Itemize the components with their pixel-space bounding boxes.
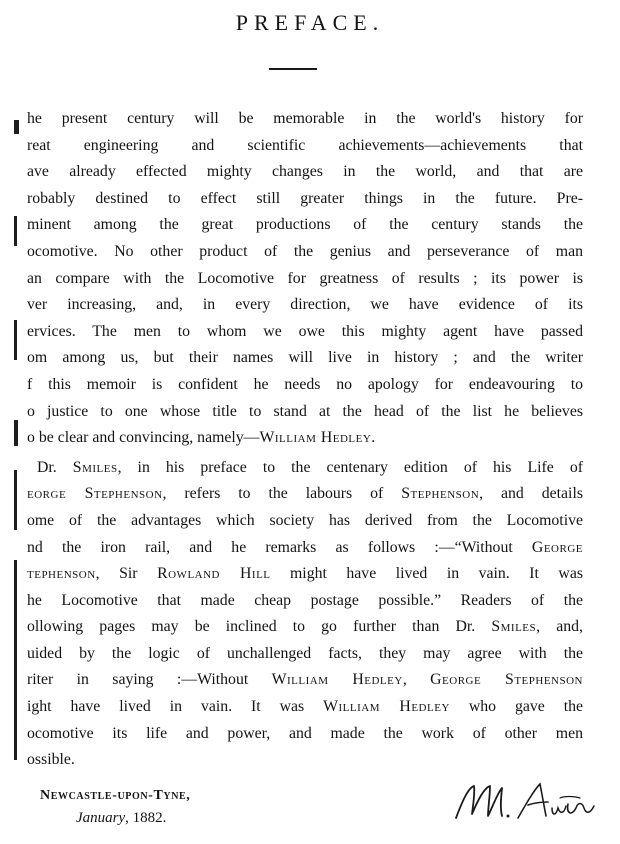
text-line (27, 425, 583, 452)
text-line: he Locomotive that made cheap postage possible.” Readers of the (27, 591, 583, 609)
text-line: ver increasing, and, in every direction, we have evidence of its (27, 296, 583, 314)
date-line (76, 810, 166, 827)
text-line: f this memoir is confident he needs no apology for endeavouring to (27, 375, 583, 393)
text-line (27, 535, 583, 562)
text-line: minent among the great productions of the century stands the (27, 216, 583, 234)
person-name: Smiles (491, 618, 537, 636)
text-fragment: ollowing pages may be inclined to go further than Dr. (27, 618, 492, 636)
date-year: , 1882. (125, 810, 167, 826)
person-name: William Hedley (259, 429, 372, 447)
text-line: ocomotive. No other product of the genius and perseverance of man (27, 242, 583, 260)
text-fragment: might have lived in vain. It was (270, 565, 583, 583)
person-name: eorge Stephenson (27, 485, 163, 503)
text-fragment: , and, (536, 618, 583, 636)
text-line: uided by the logic of unchallenged facts, they may agree with the (27, 644, 583, 662)
text-fragment: , Sir (95, 565, 158, 583)
date-month: January (76, 810, 126, 826)
text-fragment: Dr. (37, 458, 73, 476)
text-line (27, 614, 583, 641)
page-title: PREFACE. (235, 10, 385, 35)
text-line: ossible. (27, 751, 75, 769)
person-name: William Hedley (271, 671, 403, 689)
person-name: George Stephenson (430, 671, 583, 689)
text-fragment: , in his preface to the centenary edition of his Life of (117, 458, 583, 476)
text-line: an compare with the Locomotive for greatness of results ; its power is (27, 269, 583, 287)
text-line: ave already effected mighty changes in the world, and that are (27, 163, 583, 181)
text-fragment: ight have lived in vain. It was (27, 698, 324, 716)
text-fragment: riter in saying :—Without (27, 671, 272, 689)
person-name: Stephenson (401, 485, 480, 503)
text-line: ome of the advantages which society has derived from the Locomotive (27, 511, 583, 529)
person-name: George (531, 538, 583, 556)
person-name: Rowland Hill (157, 565, 271, 583)
text-fragment: nd the iron rail, and he remarks as follows :—“Without (27, 538, 532, 556)
person-name: William Hedley (323, 698, 450, 716)
place-line: Newcastle-upon-Tyne, (40, 788, 191, 803)
text-line: ervices. The men to whom we owe this mighty agent have passed (27, 322, 583, 340)
text-line: he present century will be memorable in the world's history for (27, 110, 583, 127)
text-fragment: , refers to the labours of (162, 485, 402, 503)
person-name: tephenson (27, 565, 96, 583)
text-line (27, 667, 583, 694)
text-fragment: , and details (479, 485, 583, 503)
text-line: robably destined to effect still greater things in the future. Pre- (27, 189, 583, 207)
text-line (27, 481, 583, 508)
title-rule (269, 68, 317, 70)
text-fragment: , (402, 671, 431, 689)
paragraph-1 (27, 106, 583, 452)
text-fragment: o be clear and convincing, namely— (27, 429, 260, 447)
text-line: ocomotive its life and power, and made the work of other men (27, 724, 583, 742)
signature-image (448, 778, 598, 828)
text-line (27, 561, 583, 588)
text-line: reat engineering and scientific achievements—achievements that (27, 136, 583, 154)
text-fragment: who gave the (449, 698, 583, 716)
preface-body (27, 106, 583, 774)
binding-edge-shadow (14, 120, 24, 760)
text-line (27, 694, 583, 721)
text-line (27, 455, 583, 482)
text-line: om among us, but their names will live in history ; and the writer (27, 349, 583, 367)
paragraph-2 (27, 455, 583, 774)
text-line: o justice to one whose title to stand at the head of the list he believes (27, 402, 583, 420)
text-fragment: . (371, 429, 376, 447)
person-name: Smiles (72, 458, 118, 476)
